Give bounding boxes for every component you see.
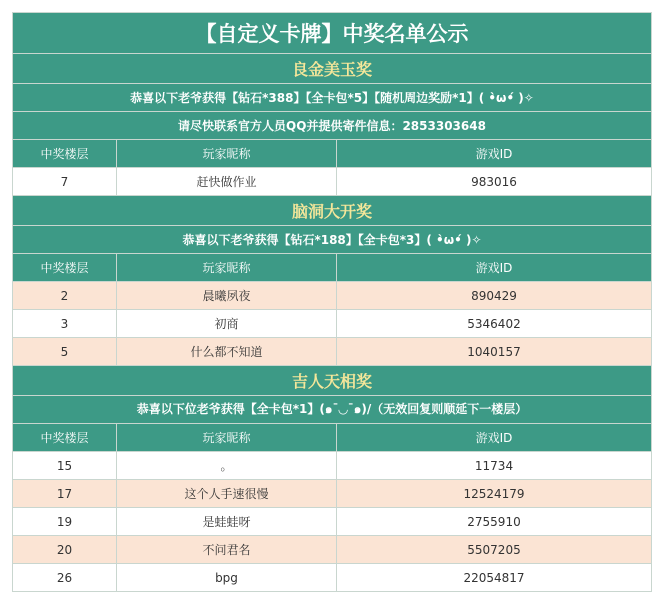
table-row [12,536,652,564]
game-id-cell: 890429 [471,288,517,303]
page-title: 【自定义卡牌】中奖名单公示 [12,12,652,54]
contact-note: 请尽快联系官方人员QQ并提供寄件信息：2853303648 [12,112,652,140]
col-game-id-header: 游戏ID [475,431,513,445]
game-id-cell: 22054817 [463,570,525,585]
col-nickname-header: 玩家昵称 [117,254,337,281]
nickname-cell: 是蛙蛙呀 [117,508,337,535]
nickname-cell: 什么都不知道 [117,338,337,365]
col-nickname-header: 玩家昵称 [117,140,337,167]
nickname-cell: 赶快做作业 [117,168,337,195]
table-row [12,338,652,366]
award-title-3: 吉人天相奖 [12,366,652,396]
nickname-cell: 不问君名 [117,536,337,563]
table-row [12,168,652,196]
col-nickname-header: 玩家昵称 [117,424,337,451]
nickname-cell: 初商 [117,310,337,337]
floor-cell: 15 [13,452,117,479]
game-id-cell: 5346402 [467,316,521,331]
game-id-cell: 2755910 [467,514,521,529]
table-header [12,140,652,168]
winner-list-table [12,12,652,592]
award-title-1: 良金美玉奖 [12,54,652,84]
game-id-cell: 983016 [471,174,517,189]
table-row [12,480,652,508]
game-id-cell: 5507205 [467,542,521,557]
col-floor-header: 中奖楼层 [13,254,117,281]
floor-cell: 2 [13,282,117,309]
game-id-cell: 12524179 [463,486,525,501]
col-game-id-header: 游戏ID [475,261,513,275]
table-row [12,310,652,338]
floor-cell: 20 [13,536,117,563]
nickname-cell: 晨曦夙夜 [117,282,337,309]
award-title-2: 脑洞大开奖 [12,196,652,226]
award-prize-3: 恭喜以下位老爷获得【全卡包*1】(๑¯◡¯๑)/（无效回复则顺延下一楼层） [12,396,652,424]
table-header [12,424,652,452]
floor-cell: 3 [13,310,117,337]
game-id-cell: 11734 [474,458,514,473]
table-row [12,452,652,480]
table-row [12,564,652,592]
award-prize-1: 恭喜以下老爷获得【钻石*388】【全卡包*5】【随机周边奖励*1】( •̀ω•́ )✧ [12,84,652,112]
floor-cell: 7 [13,168,117,195]
floor-cell: 17 [13,480,117,507]
award-prize-2: 恭喜以下老爷获得【钻石*188】【全卡包*3】( •̀ω•́ )✧ [12,226,652,254]
col-floor-header: 中奖楼层 [13,424,117,451]
nickname-cell: bpg [117,564,337,591]
floor-cell: 5 [13,338,117,365]
floor-cell: 26 [13,564,117,591]
col-floor-header: 中奖楼层 [13,140,117,167]
table-row [12,508,652,536]
table-row [12,282,652,310]
table-header [12,254,652,282]
nickname-cell: 。 [117,452,337,479]
floor-cell: 19 [13,508,117,535]
game-id-cell: 1040157 [467,344,521,359]
col-game-id-header: 游戏ID [475,147,513,161]
nickname-cell: 这个人手速很慢 [117,480,337,507]
